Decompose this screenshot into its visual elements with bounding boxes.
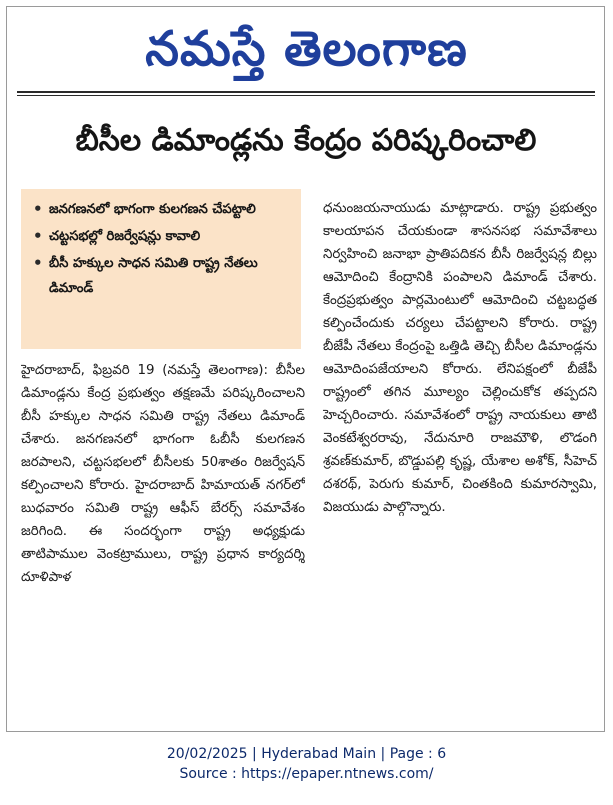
masthead-divider bbox=[17, 91, 595, 93]
article-column-right bbox=[323, 197, 597, 731]
bullet-dot-icon: • bbox=[33, 200, 43, 218]
highlight-text: బీసీ హక్కుల సాధన సమితి రాష్ట్ర నేతలు డిమాండ్ bbox=[49, 256, 258, 296]
source-info: Source : https://epaper.ntnews.com/ bbox=[179, 766, 434, 782]
bullet-dot-icon: • bbox=[33, 227, 43, 245]
highlight-item bbox=[33, 251, 291, 301]
masthead-divider-thin bbox=[17, 95, 595, 96]
highlight-text: చట్టసభల్లో రిజర్వేషన్లు కావాలి bbox=[49, 229, 201, 244]
clipping-footer bbox=[0, 744, 613, 784]
bullet-dot-icon: • bbox=[33, 254, 43, 272]
article-body-right: ధనుంజయనాయుడు మాట్లాడారు. రాష్ట్ర ప్రభుత్వం కాలయాపన చేయకుండా శాసనసభ సమావేశాలు నిర్వహించి జనాభా ప్రాతిపదికన బీసీ రిజర్వేషన్ల బిల్లు ఆమోదించి కేంద్రానికి పంపాలని డిమాండ్ చేశారు. కేంద్రప్రభుత్వం పార్లమెంటులో ఆమోదించి చట్టబద్ధత కల్పించేందుకు చర్యలు చేపట్టాలని కోరారు. రాష్ట్ర బీజేపీ నేతలు కేంద్రంపై ఒత్తిడి తెచ్చి బీసీల డిమాండ్లను ఆమోదింపజేయాలని కోరారు. లేనిపక్షంలో బీజేపీ రాష్ట్రంలో తగిన మూల్యం చెల్లించుకోక తప్పదని హెచ్చరించారు. సమావేశంలో రాష్ట్ర నాయకులు తాటి వెంకటేశ్వరరావు, నేదునూరి రాజమౌళి, లొడంగి శ్రవణ్‌కుమార్, బొడ్డుపల్లి కృష్ణ, యేశాల అశోక్, సీహెచ్ దశరథ్, పెరుగు కుమార్, చింతకింది కుమారస్వామి, విజయుడు పాల్గొన్నారు. bbox=[323, 201, 597, 515]
highlight-item bbox=[33, 197, 291, 222]
highlights-box bbox=[21, 189, 301, 349]
edition-info: 20/02/2025 | Hyderabad Main | Page : 6 bbox=[166, 746, 447, 762]
newspaper-clipping bbox=[6, 6, 605, 732]
article-headline: బీసీల డిమాండ్లను కేంద్రం పరిష్కరించాలి bbox=[75, 123, 537, 158]
highlight-text: జనగణనలో భాగంగా కులగణన చేపట్టాలి bbox=[49, 202, 256, 217]
article-column-left bbox=[21, 359, 305, 731]
article-body-left: హైదరాబాద్, ఫిబ్రవరి 19 (నమస్తే తెలంగాణ): బీసీల డిమాండ్లను కేంద్ర ప్రభుత్వం తక్షణమే పరిష్కరించాలని బీసీ హక్కుల సాధన సమితి రాష్ట్ర నేతలు డిమాండ్ చేశారు. జనగణనలో భాగంగా ఓబీసీ కులగణన జరపాలని, చట్టసభలలో బీసీలకు 50శాతం రిజర్వేషన్ కల్పించాలని కోరారు. హైదరాబాద్ హిమాయత్ నగర్‌లో బుధవారం సమితి రాష్ట్ర ఆఫీస్ బేరర్స్ సమావేశం జరిగింది. ఈ సందర్భంగా రాష్ట్ర అధ్యక్షుడు తాటిపాముల వెంకట్రాములు, రాష్ట్ర ప్రధాన కార్యదర్శి దూళిపాళ bbox=[21, 363, 305, 585]
newspaper-masthead: నమస్తే తెలంగాణ bbox=[145, 21, 468, 77]
highlight-item bbox=[33, 224, 291, 249]
